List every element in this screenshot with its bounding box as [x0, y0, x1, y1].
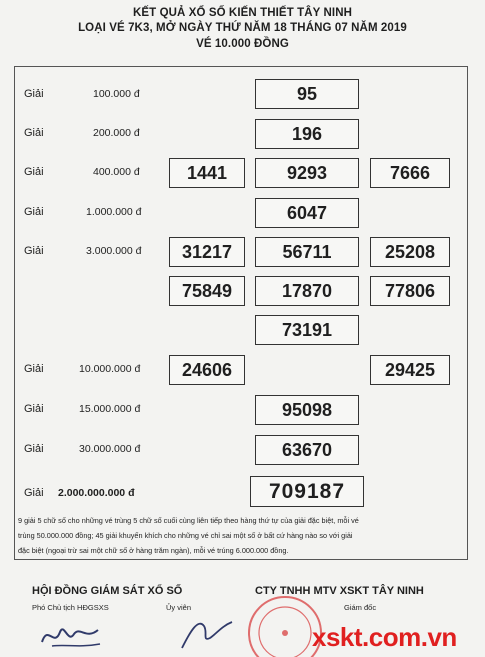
prize-amount: 400.000 đ — [93, 166, 140, 178]
note-line-2: trùng 50.000.000 đồng; 45 giải khuyến khích cho những vé chỉ sai một số ở bất cứ hàng nào so với giải — [18, 531, 353, 540]
watermark-logo: xskt.com.vn — [312, 622, 457, 652]
signature-middle — [176, 612, 236, 654]
special-prize-number: 709187 — [250, 476, 364, 507]
result-number: 6047 — [255, 198, 359, 228]
result-number: 196 — [255, 119, 359, 149]
header-line-3: VÉ 10.000 ĐỒNG — [196, 38, 289, 50]
prize-amount: 30.000.000 đ — [79, 443, 141, 455]
header-line-2: LOẠI VÉ 7K3, MỞ NGÀY THỨ NĂM 18 THÁNG 07 NĂM 2019 — [78, 22, 407, 34]
result-number: 1441 — [169, 158, 245, 188]
prize-amount: 15.000.000 đ — [79, 403, 141, 415]
note-line-3: đặc biệt (ngoại trừ sai một chữ số ở hàng trăm ngàn), mỗi vé trúng 6.000.000 đồng. — [18, 546, 289, 555]
result-number: 31217 — [169, 237, 245, 267]
prize-label: Giải — [24, 127, 44, 139]
result-number: 77806 — [370, 276, 450, 306]
result-number: 24606 — [169, 355, 245, 385]
prize-amount: 10.000.000 đ — [79, 363, 141, 375]
footer-right-subtitle: Giám đốc — [344, 603, 377, 612]
result-number: 17870 — [255, 276, 359, 306]
signature-left — [38, 614, 108, 654]
prize-label: Giải — [24, 487, 44, 499]
prize-amount: 1.000.000 đ — [86, 206, 142, 218]
prize-label: Giải — [24, 88, 44, 100]
prize-label: Giải — [24, 245, 44, 257]
prize-amount: 200.000 đ — [93, 127, 140, 139]
result-number: 9293 — [255, 158, 359, 188]
note-line-1: 9 giải 5 chữ số cho những vé trùng 5 chữ số cuối cùng liên tiếp theo hàng thứ tự của giải đặc biệt, mỗi vé — [18, 516, 359, 525]
result-number: 95098 — [255, 395, 359, 425]
result-number: 95 — [255, 79, 359, 109]
footer-left-title: HỘI ĐỒNG GIÁM SÁT XỔ SỐ — [32, 585, 183, 597]
prize-note — [18, 513, 465, 558]
result-number: 56711 — [255, 237, 359, 267]
prize-amount: 2.000.000.000 đ — [58, 487, 135, 499]
prize-label: Giải — [24, 166, 44, 178]
header-line-1: KẾT QUẢ XỔ SỐ KIẾN THIẾT TÂY NINH — [132, 7, 353, 19]
prize-label: Giải — [24, 403, 44, 415]
prize-amount: 100.000 đ — [93, 88, 140, 100]
result-number: 7666 — [370, 158, 450, 188]
prize-label: Giải — [24, 443, 44, 455]
result-number: 75849 — [169, 276, 245, 306]
result-number: 29425 — [370, 355, 450, 385]
results-frame — [14, 66, 468, 560]
footer-right-title: CTY TNHH MTV XSKT TÂY NINH — [255, 585, 424, 597]
result-number: 73191 — [255, 315, 359, 345]
prize-label: Giải — [24, 206, 44, 218]
prize-amount: 3.000.000 đ — [86, 245, 142, 257]
footer-left-subtitle-1: Phó Chủ tịch HĐGSXS — [32, 603, 109, 612]
result-number: 25208 — [370, 237, 450, 267]
result-number: 63670 — [255, 435, 359, 465]
prize-label: Giải — [24, 363, 44, 375]
footer-left-subtitle-2: Ủy viên — [166, 603, 192, 612]
